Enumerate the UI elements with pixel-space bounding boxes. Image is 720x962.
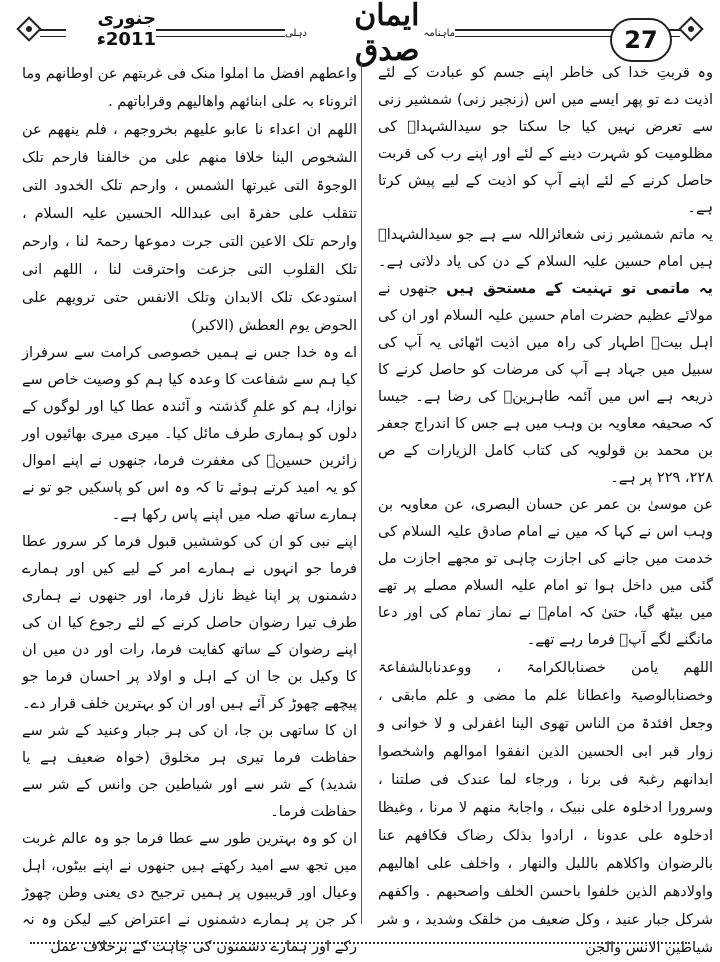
right-paragraph-4-arabic: اللھم یامن خصنابالکرامۃ ، ووعدنابالشفاعۃ وخصنابالوصیۃ واعطانا علم ما مضی و علم مابقی ، وجعل افئدۃ من الناس تھوی الینا اغفرلی و لا خوانی و زوار قبر ابی الحسین الذین انفقوا اموالھم واشخصوا ابدانھم رغبۃ فی برنا ، ورجاء لما عندک فی صلتنا ، وسرورا ادخلوہ علی نبیک ، واجابۃ منھم لا مرنا ، وغیظا ادخلوہ علی عدونا ، ارادوا بذلک رضاک فکافھم عنا بالرضوان واکلاھم باللیل والنھار ، واخلف علی اھالیھم واولادھم الذین خلفوا باحسن الخلف واصحبھم . واکفھم شرکل جبار عنید ، وکل ضعیف من خلقک وشدید ، و شر شیاطین الانس والجن bbox=[378, 660, 713, 956]
right-paragraph-2 bbox=[378, 222, 713, 492]
left-paragraph-4: اپنے نبی کو ان کی کوششیں قبول فرما کر سرور عطا فرما جو انہوں نے ہمارے امر کے لیے کیں اور ہمارے دشمنوں پر اپنا غیظ نازل فرما، اور جنھوں نے ہماری طرف تیرا رضوان حاصل کرنے کے لئے رجوع کیا ان کی اپنے رضوان کے ساتھ کفایت فرما، رات اور دن میں ان کا وکیل بن جا ان کے اہل و اولاد پر احسان فرما جو پیچھے چھوڑ کر آئے ہیں اور ان کو بہترین خلف قرار دے۔ ان کا ساتھی بن جا، ان کی ہر جبار وعنید کے شر سے حفاظت فرما تیری ہر مخلوق (خواہ ضعیف ہے یا شدید) کے شر سے اور شیاطین جن وانس کے شر سے حفاظت فرما۔ bbox=[22, 534, 357, 820]
page-header bbox=[0, 0, 720, 66]
page-number: 27 bbox=[610, 18, 672, 62]
left-paragraph-3: اے وہ خدا جس نے ہمیں خصوصی کرامت سے سرفراز کیا ہم سے شفاعت کا وعدہ کیا ہم کو وصیت خاص سے نوازا، ہم کو علمِ گذشتہ و آئندہ عطا کیا اور لوگوں کے دلوں کو ہماری طرف مائل کیا۔ میری میری بھائیوں اور زائرین حسینؑ کی مغفرت فرما، جنھوں نے اپنے اموال کو یہ امید کرتے ہوئے تا کہ وہ اس کو پاسکیں جو تو نے ہمارے ساتھ صلہ میں اپنے پاس رکھا ہے۔ bbox=[22, 345, 357, 523]
logo-prefix: ماہنامہ bbox=[423, 27, 455, 39]
issue-date: جنوری 2011ء bbox=[66, 14, 156, 44]
logo-suffix: دہلی bbox=[285, 27, 307, 39]
right-paragraph-1: وہ قربتِ خدا کی خاطر اپنے جسم کو عبادت کے لئے اذیت دے تو پھر ایسے میں اس (زنجیر زنی) شمشیر زنی سے تعرض نہیں کیا جا سکتا جو سیدالشہداؑ کی مظلومیت کو شہرت دینے کے لئے اور اپنے رب کی قربت حاصل کرنے کے لئے اپنے آپ کو اذیت کے لیے پیش کرتا ہے۔ bbox=[378, 65, 713, 216]
right-column bbox=[378, 60, 713, 962]
magazine-logo bbox=[285, 0, 455, 68]
footer-rule bbox=[30, 942, 690, 944]
column-divider bbox=[361, 62, 362, 924]
right-paragraph-2-highlight: یہ ماتمی تو تہنیت کے مستحق ہیں bbox=[446, 281, 713, 297]
left-paragraph-1-arabic: واعطھم افضل ما املوا منک فی غربتھم عن اوطانھم وما اثروناء بہ علی ابنائھم واھالیھم وقراباتھم . bbox=[22, 66, 357, 110]
right-paragraph-2-intro: یہ ماتم شمشیر زنی شعائراللہ سے ہے جو سیدالشہداؑ ہیں امام حسین علیہ السلام کے دن کی یاد دلاتی ہے۔ bbox=[378, 227, 713, 270]
right-paragraph-3: عن موسیٰ بن عمر عن حسان البصری، عن معاویہ بن وہب اس نے کہا کہ میں نے امام صادق علیہ السلام کی خدمت میں جانے کی اجازت چاہی تو مجھے اجازت مل گئی میں داخل ہوا تو امام علیہ السلام مصلے پر تھے میں بیٹھ گیا، حتیٰ کہ امامؑ نے نماز تمام کی اور دعا مانگنے لگے آپؑ فرما رہے تھے۔ bbox=[378, 497, 713, 648]
right-paragraph-2-body: جنھوں نے مولائے عظیم حضرت امام حسین علیہ السلام اور ان کی اہل بیتؑ اطہار کی راہ میں اذیت اٹھائی یہ آپ کی سبیل میں جہاد ہے آپ کی مرضات کو حاصل کرنے کا ذریعہ ہے اس میں آئمہ طاہرینؑ کی رضا ہے۔ جیسا کہ صحیفہ معاویہ بن وہب میں ہے جس کا اندراج جعفر بن محمد بن قولویہ کی کتاب کامل الزیارات کے ص ۲۲۸، ۲۲۹ پر ہے۔ bbox=[378, 281, 713, 486]
ornament-left-icon bbox=[16, 16, 42, 42]
ornament-right-icon bbox=[678, 16, 704, 42]
logo-title: ایمان صدق bbox=[354, 0, 420, 68]
left-column bbox=[22, 60, 357, 961]
left-paragraph-2-arabic: اللھم ان اعداء نا عابو علیھم بخروجھم ، فلم ینھھم عن الشخوص الینا خلافا منھم علی من خالفنا فارحم تلک الوجوۃ التی غیرتھا الشمس ، وارحم تلک الخدود التی تتقلب علی حفرۃ ابی عبداللہ الحسین علیہ السلام ، وارحم تلک الاعین التی جرت دموعھا رحمۃ لنا ، وارحم تلک القلوب التی جزعت واحترقت لنا ، اللھم انی استودعک تلک الابدان وتلک الانفس حتی ترویھم علی الحوض یوم العطش (الاکبر) bbox=[22, 122, 357, 334]
left-paragraph-5: ان کو وہ بہترین طور سے عطا فرما جو وہ عالم غربت میں تجھ سے امید رکھتے ہیں جنھوں نے اپنے بیٹوں، اہل وعیال اور قریبیوں پر ہمیں ترجیح دی یعنی وطن چھوڑ کر جن پر ہمارے دشمنوں نے اعتراض کیے لیکن وہ نہ رکے اور ہمارے دشمنوں کی چاہت کے برخلاف عمل bbox=[22, 831, 357, 955]
